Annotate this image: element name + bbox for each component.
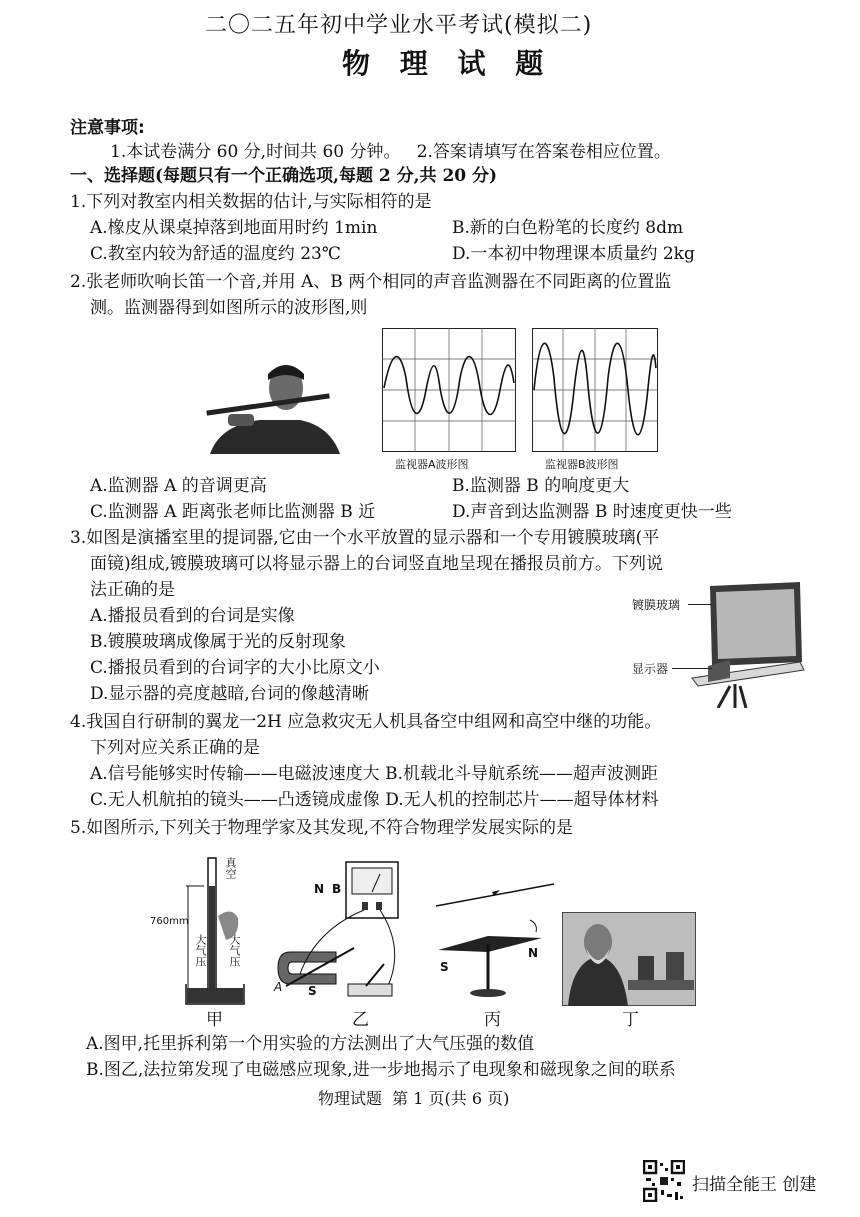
label-n-magnet: N bbox=[314, 882, 325, 896]
label-coated-glass: 镀膜玻璃 bbox=[632, 598, 681, 612]
q2-option-d: D.声音到达监测器 B 时速度更快一些 bbox=[452, 502, 732, 522]
flute-player-photo bbox=[200, 350, 342, 454]
q2-option-c: C.监测器 A 距离张老师比监测器 B 近 bbox=[90, 502, 376, 522]
scientist-photo bbox=[562, 912, 696, 1006]
label-display: 显示器 bbox=[632, 662, 669, 676]
q4-stem-line2: 下列对应关系正确的是 bbox=[90, 738, 260, 758]
waveform-b-chart bbox=[532, 328, 658, 452]
q2-stem-line1: 2.张老师吹响长笛一个音,并用 A、B 两个相同的声音监测器在不同距离的位置监 bbox=[70, 272, 672, 292]
q1-option-d: D.一本初中物理课本质量约 2kg bbox=[452, 244, 695, 264]
notice-line: 1.本试卷满分 60 分,时间共 60 分钟。 2.答案请填写在答案卷相应位置。 bbox=[110, 142, 671, 162]
caption-jia: 甲 bbox=[206, 1010, 223, 1030]
electromagnetic-induction-figure bbox=[276, 860, 416, 1000]
label-pressure-right: 大气压 bbox=[228, 934, 241, 967]
label-pressure-left: 大气压 bbox=[194, 934, 207, 967]
oersted-figure bbox=[432, 880, 562, 1000]
q2-option-b: B.监测器 B 的响度更大 bbox=[452, 476, 630, 496]
waveform-a-chart bbox=[382, 328, 516, 452]
q5-stem: 5.如图所示,下列关于物理学家及其发现,不符合物理学发展实际的是 bbox=[70, 818, 574, 838]
waveform-a-caption: 监视器A波形图 bbox=[395, 458, 469, 471]
notice-heading: 注意事项: bbox=[70, 118, 145, 138]
pointer-line-display bbox=[672, 668, 712, 669]
teleprompter-figure bbox=[690, 580, 806, 708]
q3-stem-line1: 3.如图是演播室里的提词器,它由一个水平放置的显示器和一个专用镀膜玻璃(平 bbox=[70, 528, 660, 548]
q5-option-a: A.图甲,托里拆利第一个用实验的方法测出了大气压强的数值 bbox=[86, 1034, 535, 1054]
q2-option-a: A.监测器 A 的音调更高 bbox=[90, 476, 267, 496]
label-a-point: A bbox=[274, 980, 283, 994]
label-s-magnet: S bbox=[308, 984, 317, 998]
caption-yi: 乙 bbox=[352, 1010, 369, 1030]
q1-option-a: A.橡皮从课桌掉落到地面用时约 1min bbox=[90, 218, 378, 238]
page-footer: 物理试题 第 1 页(共 6 页) bbox=[318, 1089, 510, 1108]
q1-stem: 1.下列对教室内相关数据的估计,与实际相符的是 bbox=[70, 192, 432, 212]
pointer-line-glass bbox=[688, 604, 712, 605]
label-s-needle: S bbox=[440, 960, 449, 974]
q4-options-cd: C.无人机航拍的镜头——凸透镜成虚像 D.无人机的控制芯片——超导体材料 bbox=[90, 790, 659, 810]
q2-stem-line2: 测。监测器得到如图所示的波形图,则 bbox=[90, 298, 368, 318]
q1-option-c: C.教室内较为舒适的温度约 23℃ bbox=[90, 244, 341, 264]
q3-option-a: A.播报员看到的台词是实像 bbox=[90, 606, 295, 626]
section1-heading: 一、选择题(每题只有一个正确选项,每题 2 分,共 20 分) bbox=[70, 166, 498, 186]
scanner-watermark: 扫描全能王 创建 bbox=[692, 1175, 817, 1195]
label-b-point: B bbox=[332, 882, 342, 896]
q5-option-b: B.图乙,法拉第发现了电磁感应现象,进一步地揭示了电现象和磁现象之间的联系 bbox=[86, 1060, 676, 1080]
q4-options-ab: A.信号能够实时传输——电磁波速度大 B.机载北斗导航系统——超声波测距 bbox=[90, 764, 658, 784]
q3-option-b: B.镀膜玻璃成像属于光的反射现象 bbox=[90, 632, 346, 652]
caption-bing: 丙 bbox=[484, 1010, 501, 1030]
subject-title: 物 理 试 题 bbox=[342, 47, 554, 80]
label-vacuum: 真空 bbox=[224, 857, 237, 879]
torricelli-figure bbox=[178, 856, 258, 1016]
q4-stem-line1: 4.我国自行研制的翼龙一2H 应急救灾无人机具备空中组网和高空中继的功能。 bbox=[70, 712, 662, 732]
q3-option-c: C.播报员看到的台词字的大小比原文小 bbox=[90, 658, 380, 678]
q3-stem-line2: 面镜)组成,镀膜玻璃可以将显示器上的台词竖直地呈现在播报员前方。下列说 bbox=[90, 554, 664, 574]
waveform-b-caption: 监视器B波形图 bbox=[545, 458, 619, 471]
q3-stem-line3: 法正确的是 bbox=[90, 580, 175, 600]
exam-title: 二〇二五年初中学业水平考试(模拟二) bbox=[205, 13, 593, 38]
caption-ding: 丁 bbox=[622, 1010, 639, 1030]
q3-option-d: D.显示器的亮度越暗,台词的像越清晰 bbox=[90, 684, 369, 704]
q1-option-b: B.新的白色粉笔的长度约 8dm bbox=[452, 218, 684, 238]
label-760mm: 760mm bbox=[150, 916, 189, 927]
label-n-needle: N bbox=[528, 946, 539, 960]
qr-code-icon bbox=[643, 1160, 685, 1202]
